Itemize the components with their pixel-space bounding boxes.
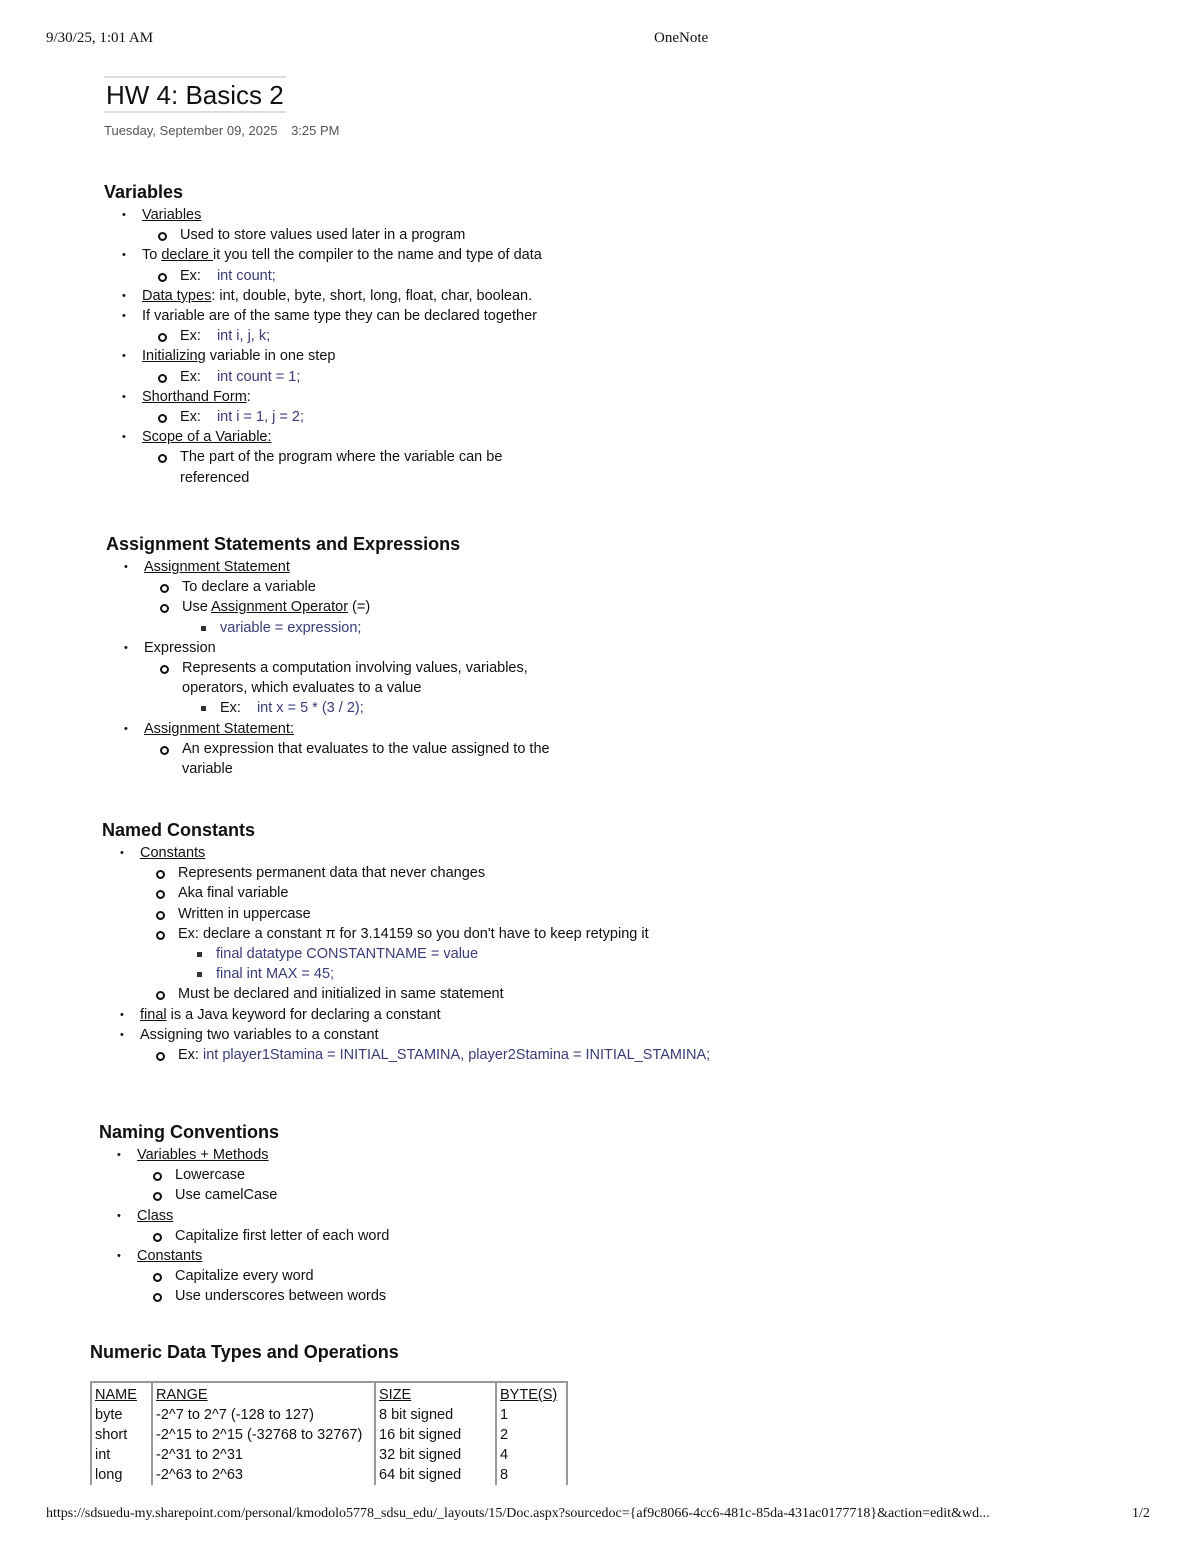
section-heading: Assignment Statements and Expressions [106, 534, 461, 554]
table-row [91, 1465, 567, 1485]
term: Initializing [142, 348, 206, 365]
example-label: Ex: [220, 700, 241, 717]
text: Assigning two variables to a constant [140, 1026, 379, 1043]
example-label: Ex: [180, 409, 201, 426]
list-item: Use underscores between words [137, 1286, 659, 1306]
column-header-range: RANGE [152, 1382, 375, 1405]
list-item [142, 407, 664, 427]
text: To [142, 247, 162, 264]
list-item [102, 843, 802, 1005]
list-item [104, 245, 664, 285]
table-cell: int [91, 1445, 152, 1465]
term: Assignment Operator [211, 599, 349, 616]
section-heading: Named Constants [102, 820, 256, 840]
list-item [104, 346, 664, 386]
term: Variables + Methods [137, 1147, 269, 1163]
list-item: An expression that evaluates to the value assigned to the variable [144, 739, 554, 779]
print-app-name: OneNote [654, 30, 709, 46]
text: is a Java keyword for declaring a constant [166, 1006, 441, 1023]
table-cell: 8 bit signed [375, 1405, 496, 1425]
code-snippet: int count = 1; [216, 368, 301, 385]
table-cell: short [91, 1425, 152, 1445]
code-snippet: int x = 5 * (3 / 2); [256, 700, 364, 717]
term: declare [161, 247, 213, 264]
list-item: Use camelCase [137, 1185, 659, 1205]
page-title-block [104, 76, 286, 113]
term: Scope of a Variable: [142, 429, 272, 446]
table-cell: 1 [496, 1405, 567, 1425]
example-label: Ex: [180, 328, 201, 345]
page-timestamp [104, 123, 340, 138]
print-datetime: 9/30/25, 1:01 AM [46, 30, 154, 46]
list-item: Capitalize first letter of each word [137, 1226, 659, 1246]
page-date: Tuesday, September 09, 2025 [104, 123, 278, 138]
term: Assignment Statement [144, 559, 290, 575]
table-cell: long [91, 1465, 152, 1485]
term: Constants [137, 1248, 203, 1265]
column-header-name: NAME [91, 1382, 152, 1405]
code-snippet: int i = 1, j = 2; [216, 409, 305, 426]
page-title[interactable]: HW 4: Basics 2 [104, 76, 286, 113]
page-number: 1/2 [1132, 1506, 1150, 1521]
table-cell: -2^63 to 2^63 [152, 1465, 375, 1485]
list-item [102, 1025, 802, 1065]
list-item [182, 698, 554, 718]
example-label: Ex: [178, 1047, 203, 1064]
code-snippet: int player1Stamina = INITIAL_STAMINA, player2Stamina = INITIAL_STAMINA; [202, 1047, 711, 1064]
section-numeric-data-types [90, 1342, 650, 1365]
list-item: Written in uppercase [140, 904, 802, 924]
section-heading: Variables [104, 182, 184, 202]
list-item [142, 326, 664, 346]
section-heading: Numeric Data Types and Operations [90, 1342, 399, 1362]
section-assignment [106, 534, 666, 779]
table-cell: 8 [496, 1465, 567, 1485]
code-snippet: final int MAX = 45; [178, 964, 802, 984]
table-cell: 4 [496, 1445, 567, 1465]
table-cell: 16 bit signed [375, 1425, 496, 1445]
list-item [144, 658, 554, 719]
text: If variable are of the same type they can be declared together [142, 308, 537, 325]
section-heading: Naming Conventions [99, 1122, 280, 1142]
example-label: Ex: [180, 267, 201, 284]
table-row [91, 1405, 567, 1425]
table-row [91, 1425, 567, 1445]
table-cell: -2^31 to 2^31 [152, 1445, 375, 1465]
list-item [99, 1206, 659, 1246]
text: : [246, 388, 251, 405]
list-item [142, 266, 664, 286]
list-item [104, 427, 664, 488]
text: (=) [348, 599, 371, 616]
list-item: Must be declared and initialized in same statement [140, 984, 802, 1004]
table-cell: 64 bit signed [375, 1465, 496, 1485]
list-item [140, 924, 802, 985]
list-item [104, 387, 664, 427]
data-types-table [90, 1381, 568, 1485]
page-url[interactable]: https://sdsuedu-my.sharepoint.com/personal/kmodolo5778_sdsu_edu/_layouts/15/Doc.aspx?sourcedoc={af9c8066-4cc6-481c-85da-431ac0177718}&action=edit&wd... [46, 1506, 990, 1521]
list-item [99, 1145, 659, 1206]
section-variables [104, 182, 664, 488]
list-item: Capitalize every word [137, 1266, 659, 1286]
list-item [140, 1045, 802, 1065]
text: Expression [144, 639, 216, 656]
example-label: Ex: [180, 368, 201, 385]
text: variable in one step [205, 348, 336, 365]
list-item [104, 306, 664, 346]
code-snippet: variable = expression; [182, 618, 666, 638]
term: Assignment Statement: [144, 720, 294, 737]
table-cell: 32 bit signed [375, 1445, 496, 1465]
term: Class [137, 1207, 174, 1224]
term: Shorthand Form [142, 388, 247, 405]
list-item: Used to store values used later in a program [142, 225, 664, 245]
list-item: Represents permanent data that never changes [140, 863, 802, 883]
section-named-constants [102, 820, 802, 1065]
table-header-row [91, 1382, 567, 1405]
text: it you tell the compiler to the name and type of data [212, 247, 542, 264]
term: Constants [140, 845, 206, 861]
column-header-size: SIZE [375, 1382, 496, 1405]
table-row [91, 1445, 567, 1465]
table-cell: -2^7 to 2^7 (-128 to 127) [152, 1405, 375, 1425]
list-item: Aka final variable [140, 883, 802, 903]
text: Represents a computation involving values, variables, operators, which evaluates to a value [182, 660, 528, 697]
code-snippet: int count; [216, 267, 276, 284]
list-item [106, 719, 666, 780]
term: Data types [142, 287, 212, 304]
section-naming-conventions [99, 1122, 659, 1307]
list-item [104, 286, 664, 306]
list-item [106, 638, 666, 719]
code-snippet: int i, j, k; [216, 328, 271, 345]
list-item [104, 205, 664, 245]
list-item [106, 557, 666, 638]
list-item [142, 367, 664, 387]
list-item: The part of the program where the variable can be referenced [142, 447, 522, 487]
list-item [102, 1005, 802, 1025]
list-item: Lowercase [137, 1165, 659, 1185]
code-snippet: final datatype CONSTANTNAME = value [178, 944, 802, 964]
term: Variables [142, 207, 202, 223]
term: final [140, 1006, 167, 1023]
column-header-bytes: BYTE(S) [496, 1382, 567, 1405]
table-cell: byte [91, 1405, 152, 1425]
table-cell: -2^15 to 2^15 (-32768 to 32767) [152, 1425, 375, 1445]
list-item: To declare a variable [144, 577, 666, 597]
text: : int, double, byte, short, long, float, char, boolean. [211, 287, 533, 304]
page-time: 3:25 PM [291, 123, 340, 138]
text: Ex: declare a constant π for 3.14159 so you don't have to keep retyping it [178, 925, 649, 942]
text: Use [182, 599, 212, 616]
table-cell: 2 [496, 1425, 567, 1445]
list-item [99, 1246, 659, 1307]
list-item [144, 597, 666, 637]
